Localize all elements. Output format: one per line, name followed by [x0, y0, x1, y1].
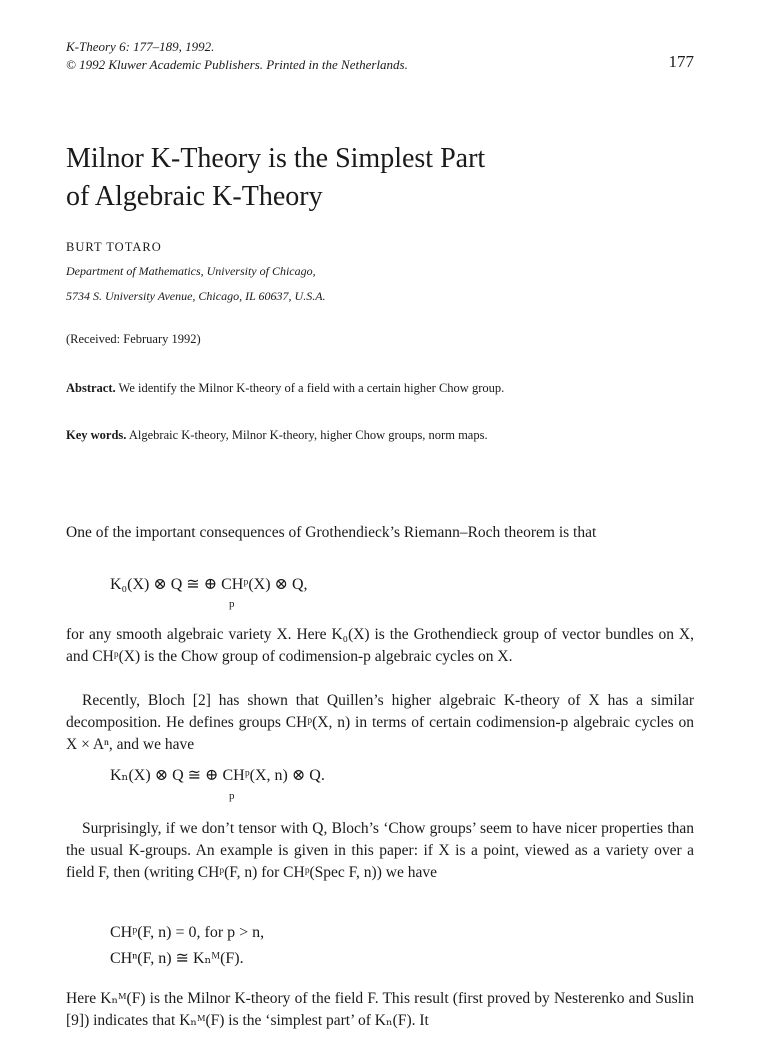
- affiliation-line-2: 5734 S. University Avenue, Chicago, IL 60637, U.S.A.: [66, 289, 326, 303]
- equation-3a: CHᵖ(F, n) = 0, for p > n,: [110, 924, 265, 941]
- equation-3b: CHⁿ(F, n) ≅ Kₙᴹ(F).: [110, 950, 244, 967]
- keywords-text: Algebraic K-theory, Milnor K-theory, higher Chow groups, norm maps.: [128, 428, 488, 442]
- equation-1-subscript: p: [229, 598, 235, 610]
- title-line-1: Milnor K-Theory is the Simplest Part: [66, 143, 486, 174]
- paragraph-5: Here Kₙᴹ(F) is the Milnor K-theory of the field F. This result (first proved by Nesterenko and Suslin [9]) indicates that Kₙᴹ(F) is the ‘simplest part’ of Kₙ(F). It: [66, 990, 694, 1029]
- paragraph-3: Recently, Bloch [2] has shown that Quillen’s higher algebraic K-theory of X has a similar decomposition. He defines groups CHᵖ(X, n) in terms of certain codimension-p algebraic cycles on X × Aⁿ, and we have: [66, 692, 694, 753]
- received-date: (Received: February 1992): [66, 332, 201, 346]
- equation-1: K₀(X) ⊗ Q ≅ ⊕ CHᵖ(X) ⊗ Q,: [110, 576, 308, 593]
- journal-line: K-Theory 6: 177–189, 1992.: [66, 39, 215, 54]
- paragraph-2: for any smooth algebraic variety X. Here K₀(X) is the Grothendieck group of vector bundles on X, and CHᵖ(X) is the Chow group of codimension-p algebraic cycles on X.: [66, 626, 694, 665]
- copyright-line: © 1992 Kluwer Academic Publishers. Printed in the Netherlands.: [66, 57, 408, 72]
- keywords: [66, 428, 488, 443]
- article-title: [66, 140, 485, 216]
- equation-2: Kₙ(X) ⊗ Q ≅ ⊕ CHᵖ(X, n) ⊗ Q.: [110, 767, 325, 784]
- abstract-text: We identify the Milnor K-theory of a field with a certain higher Chow group.: [118, 381, 505, 395]
- keywords-label: Key words.: [66, 428, 127, 442]
- abstract: [66, 381, 504, 396]
- page-number: 177: [668, 52, 694, 71]
- equation-2-subscript: p: [229, 790, 235, 802]
- abstract-label: Abstract.: [66, 381, 116, 395]
- paragraph-1: One of the important consequences of Grothendieck’s Riemann–Roch theorem is that: [66, 524, 597, 541]
- affiliation-line-1: Department of Mathematics, University of Chicago,: [66, 264, 316, 278]
- paragraph-4: Surprisingly, if we don’t tensor with Q, Bloch’s ‘Chow groups’ seem to have nicer properties than the usual K-groups. An example is given in this paper: if X is a point, viewed as a variety over a field F, then (writing CHᵖ(F, n) for CHᵖ(Spec F, n)) we have: [66, 820, 694, 881]
- author-name: BURT TOTARO: [66, 240, 162, 254]
- title-line-2: of Algebraic K-Theory: [66, 181, 323, 212]
